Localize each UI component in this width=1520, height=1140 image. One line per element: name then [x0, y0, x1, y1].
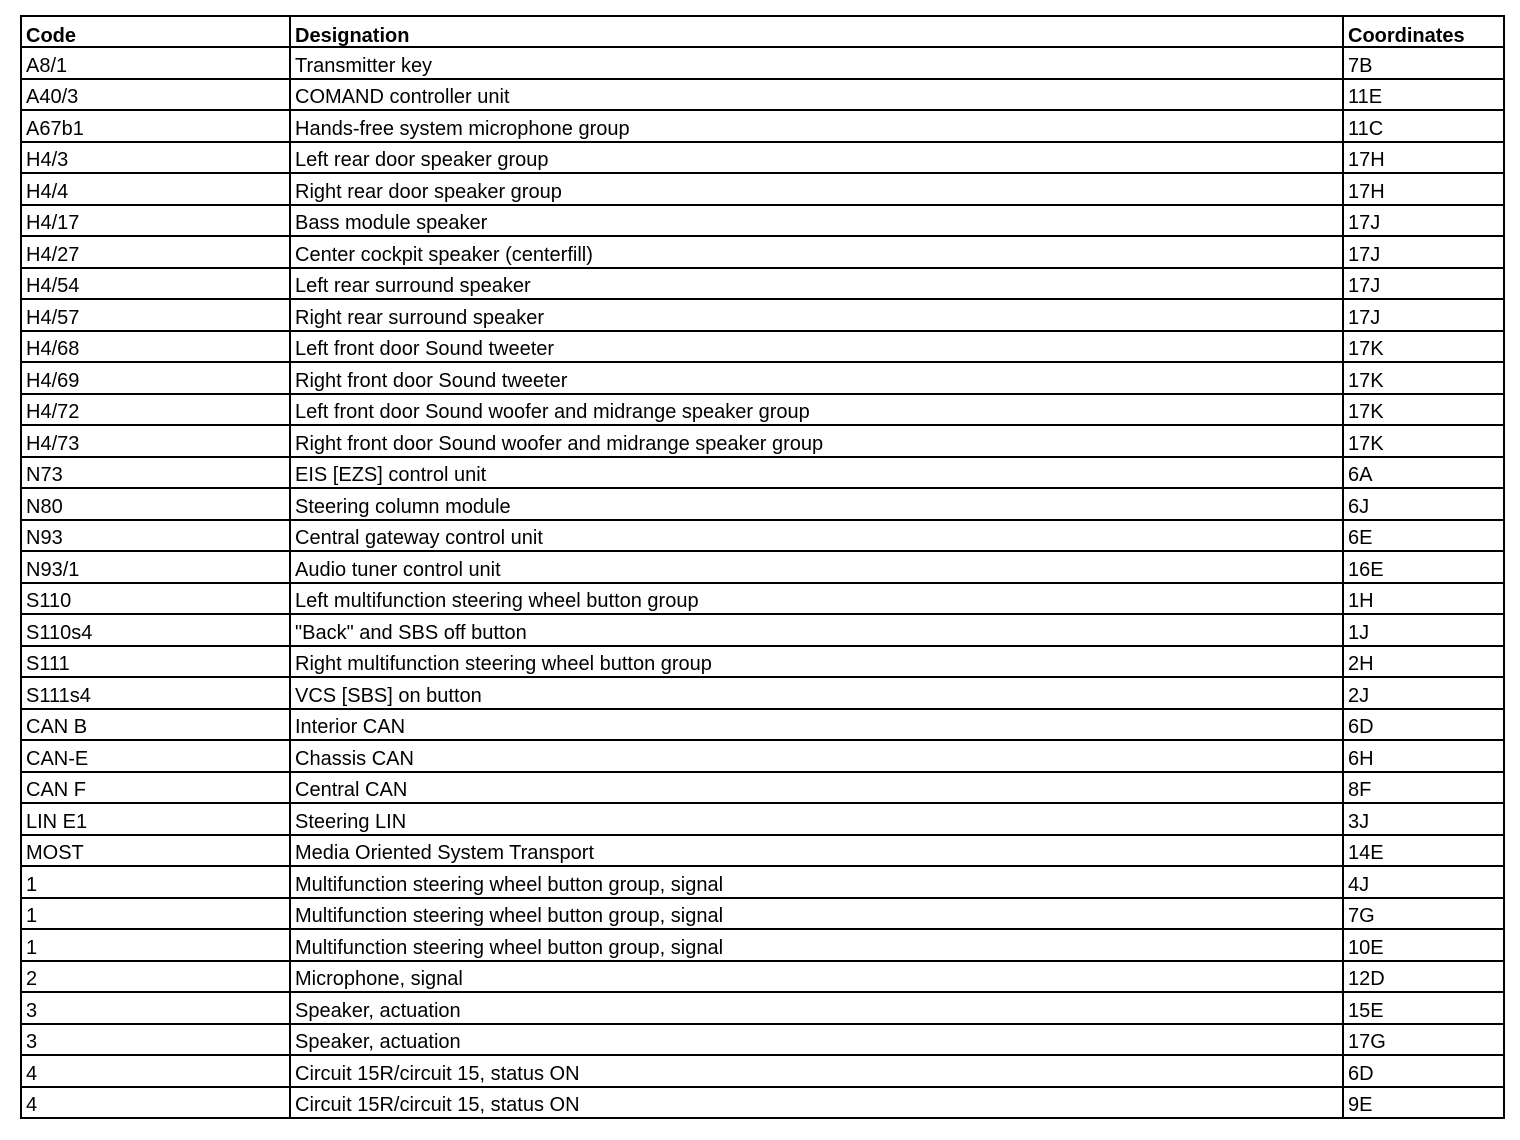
cell-code: H4/69	[21, 362, 290, 394]
cell-designation: Microphone, signal	[290, 961, 1343, 993]
table-row	[21, 929, 1504, 961]
cell-coordinates: 6H	[1343, 740, 1504, 772]
table-row	[21, 551, 1504, 583]
table-row	[21, 110, 1504, 142]
column-header-coordinates: Coordinates	[1343, 16, 1504, 47]
cell-designation: Speaker, actuation	[290, 992, 1343, 1024]
cell-code: H4/27	[21, 236, 290, 268]
cell-coordinates: 10E	[1343, 929, 1504, 961]
cell-code: N80	[21, 488, 290, 520]
cell-code: A67b1	[21, 110, 290, 142]
table-row	[21, 142, 1504, 174]
cell-code: 1	[21, 898, 290, 930]
cell-coordinates: 17K	[1343, 331, 1504, 363]
cell-designation: Steering LIN	[290, 803, 1343, 835]
cell-designation: Multifunction steering wheel button group, signal	[290, 866, 1343, 898]
table-body	[21, 47, 1504, 1118]
cell-designation: Right rear surround speaker	[290, 299, 1343, 331]
cell-coordinates: 6A	[1343, 457, 1504, 489]
header-row	[21, 16, 1504, 47]
cell-designation: Left rear door speaker group	[290, 142, 1343, 174]
cell-code: MOST	[21, 835, 290, 867]
cell-designation: Left rear surround speaker	[290, 268, 1343, 300]
column-header-designation: Designation	[290, 16, 1343, 47]
table-row	[21, 677, 1504, 709]
cell-code: H4/54	[21, 268, 290, 300]
cell-coordinates: 16E	[1343, 551, 1504, 583]
cell-code: H4/73	[21, 425, 290, 457]
cell-coordinates: 11C	[1343, 110, 1504, 142]
table-row	[21, 740, 1504, 772]
cell-designation: Central gateway control unit	[290, 520, 1343, 552]
table-row	[21, 425, 1504, 457]
cell-code: H4/3	[21, 142, 290, 174]
table-row	[21, 709, 1504, 741]
cell-coordinates: 12D	[1343, 961, 1504, 993]
cell-coordinates: 6D	[1343, 1055, 1504, 1087]
table-row	[21, 362, 1504, 394]
table-row	[21, 299, 1504, 331]
cell-coordinates: 7B	[1343, 47, 1504, 79]
cell-designation: Left front door Sound woofer and midrange speaker group	[290, 394, 1343, 426]
cell-coordinates: 3J	[1343, 803, 1504, 835]
table-row	[21, 992, 1504, 1024]
cell-coordinates: 14E	[1343, 835, 1504, 867]
cell-code: S111	[21, 646, 290, 678]
cell-designation: EIS [EZS] control unit	[290, 457, 1343, 489]
cell-designation: Right front door Sound tweeter	[290, 362, 1343, 394]
cell-designation: Multifunction steering wheel button group, signal	[290, 929, 1343, 961]
cell-coordinates: 8F	[1343, 772, 1504, 804]
cell-code: CAN F	[21, 772, 290, 804]
cell-code: H4/72	[21, 394, 290, 426]
cell-code: CAN B	[21, 709, 290, 741]
cell-coordinates: 1J	[1343, 614, 1504, 646]
cell-coordinates: 17H	[1343, 173, 1504, 205]
cell-code: 2	[21, 961, 290, 993]
cell-designation: Right front door Sound woofer and midrange speaker group	[290, 425, 1343, 457]
table-row	[21, 803, 1504, 835]
cell-coordinates: 2J	[1343, 677, 1504, 709]
table-row	[21, 614, 1504, 646]
cell-code: S110s4	[21, 614, 290, 646]
table-row	[21, 646, 1504, 678]
table-row	[21, 47, 1504, 79]
cell-coordinates: 4J	[1343, 866, 1504, 898]
table-row	[21, 898, 1504, 930]
cell-code: LIN E1	[21, 803, 290, 835]
table-row	[21, 772, 1504, 804]
cell-code: 1	[21, 929, 290, 961]
cell-designation: Circuit 15R/circuit 15, status ON	[290, 1055, 1343, 1087]
cell-coordinates: 1H	[1343, 583, 1504, 615]
cell-designation: Circuit 15R/circuit 15, status ON	[290, 1087, 1343, 1119]
cell-code: 4	[21, 1087, 290, 1119]
cell-code: A8/1	[21, 47, 290, 79]
cell-code: H4/68	[21, 331, 290, 363]
cell-designation: Media Oriented System Transport	[290, 835, 1343, 867]
table-row	[21, 1087, 1504, 1119]
cell-coordinates: 17K	[1343, 394, 1504, 426]
cell-coordinates: 7G	[1343, 898, 1504, 930]
table-row	[21, 394, 1504, 426]
cell-designation: Audio tuner control unit	[290, 551, 1343, 583]
cell-coordinates: 9E	[1343, 1087, 1504, 1119]
cell-designation: "Back" and SBS off button	[290, 614, 1343, 646]
cell-designation: Transmitter key	[290, 47, 1343, 79]
cell-coordinates: 17J	[1343, 299, 1504, 331]
table-row	[21, 583, 1504, 615]
table-row	[21, 79, 1504, 111]
cell-designation: Center cockpit speaker (centerfill)	[290, 236, 1343, 268]
cell-designation: Bass module speaker	[290, 205, 1343, 237]
cell-code: H4/17	[21, 205, 290, 237]
cell-code: 4	[21, 1055, 290, 1087]
cell-coordinates: 6J	[1343, 488, 1504, 520]
cell-code: 3	[21, 992, 290, 1024]
cell-designation: Chassis CAN	[290, 740, 1343, 772]
cell-code: H4/57	[21, 299, 290, 331]
cell-coordinates: 6D	[1343, 709, 1504, 741]
cell-designation: Central CAN	[290, 772, 1343, 804]
table-row	[21, 1055, 1504, 1087]
cell-code: A40/3	[21, 79, 290, 111]
table-row	[21, 457, 1504, 489]
cell-coordinates: 15E	[1343, 992, 1504, 1024]
table-row	[21, 331, 1504, 363]
cell-coordinates: 6E	[1343, 520, 1504, 552]
cell-designation: Interior CAN	[290, 709, 1343, 741]
cell-coordinates: 17H	[1343, 142, 1504, 174]
column-header-code: Code	[21, 16, 290, 47]
legend-table	[20, 15, 1505, 1119]
cell-code: N73	[21, 457, 290, 489]
table-row	[21, 520, 1504, 552]
cell-code: S110	[21, 583, 290, 615]
cell-designation: Right rear door speaker group	[290, 173, 1343, 205]
cell-code: H4/4	[21, 173, 290, 205]
table-row	[21, 866, 1504, 898]
cell-designation: Hands-free system microphone group	[290, 110, 1343, 142]
cell-code: S111s4	[21, 677, 290, 709]
cell-designation: COMAND controller unit	[290, 79, 1343, 111]
cell-coordinates: 17K	[1343, 425, 1504, 457]
cell-coordinates: 17G	[1343, 1024, 1504, 1056]
cell-coordinates: 17J	[1343, 236, 1504, 268]
table-row	[21, 488, 1504, 520]
table-row	[21, 236, 1504, 268]
table-row	[21, 205, 1504, 237]
table-row	[21, 961, 1504, 993]
cell-code: 3	[21, 1024, 290, 1056]
table-row	[21, 835, 1504, 867]
cell-code: N93	[21, 520, 290, 552]
table-row	[21, 268, 1504, 300]
cell-designation: Speaker, actuation	[290, 1024, 1343, 1056]
cell-coordinates: 17K	[1343, 362, 1504, 394]
cell-designation: Left front door Sound tweeter	[290, 331, 1343, 363]
cell-designation: Right multifunction steering wheel button group	[290, 646, 1343, 678]
cell-code: CAN-E	[21, 740, 290, 772]
table-row	[21, 173, 1504, 205]
cell-code: N93/1	[21, 551, 290, 583]
cell-coordinates: 2H	[1343, 646, 1504, 678]
cell-code: 1	[21, 866, 290, 898]
cell-designation: Multifunction steering wheel button group, signal	[290, 898, 1343, 930]
cell-coordinates: 17J	[1343, 205, 1504, 237]
cell-coordinates: 11E	[1343, 79, 1504, 111]
table-row	[21, 1024, 1504, 1056]
cell-designation: Left multifunction steering wheel button group	[290, 583, 1343, 615]
cell-designation: VCS [SBS] on button	[290, 677, 1343, 709]
cell-designation: Steering column module	[290, 488, 1343, 520]
cell-coordinates: 17J	[1343, 268, 1504, 300]
